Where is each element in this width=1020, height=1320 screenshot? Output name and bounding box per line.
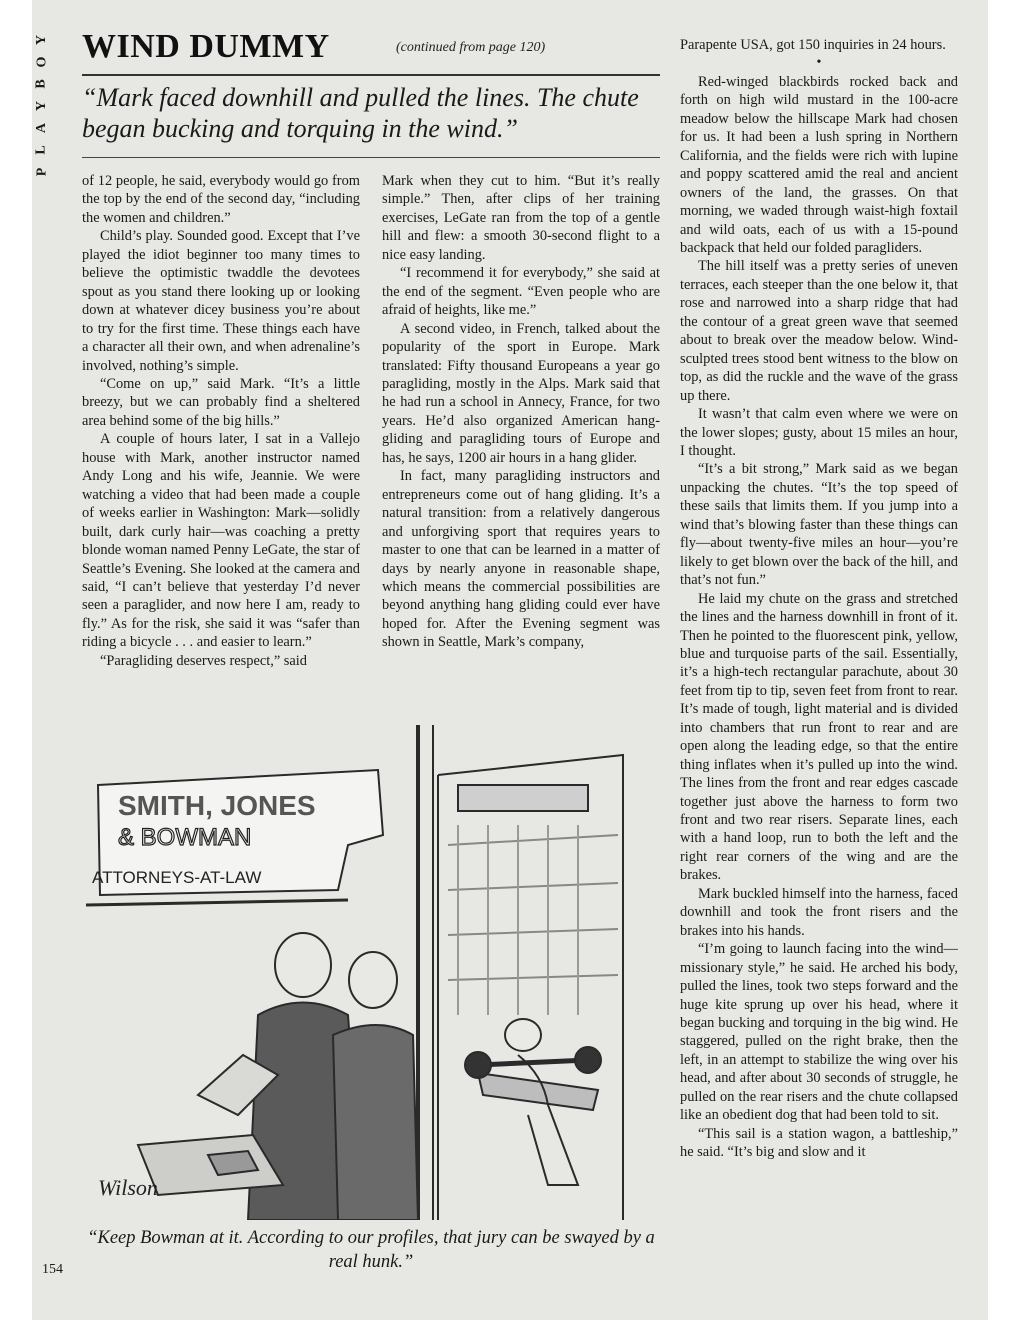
section-break: •	[816, 55, 822, 71]
paragraph: of 12 people, he said, everybody would go from the top by the end of the second day, “including the women and children.”	[82, 173, 360, 226]
page-number: 154	[42, 1262, 63, 1277]
paragraph: It wasn’t that calm even where we were on the lower slopes; gusty, about 15 miles an hour, I thought.	[680, 406, 958, 459]
paragraph: Parapente USA, got 150 inquiries in 24 hours.	[680, 37, 946, 53]
article-title: WIND DUMMY	[82, 28, 330, 65]
paragraph: “It’s a bit strong,” Mark said as we began unpacking the chutes. “It’s the top speed of these sails that limits them. If you jump into a wind that’s blowing faster than these things can fly—about twenty-five miles an hour—you’re likely to get blown over the back of the hill, and that’s not fun.”	[680, 461, 958, 589]
paragraph: A second video, in French, talked about the popularity of the sport in Europe. Mark translated: Fifty thousand Europeans a year go paragliding, mostly in the Alps. Mark said that he had run a school in Annecy, France, for two years. He’d also organized American hang-gliding and paragliding tours of Europe and has, he says, 1200 air hours in a hang glider.	[382, 320, 660, 466]
paragraph: He laid my chute on the grass and stretched the lines and the harness downhill in front of it. Then he pointed to the fluorescent pink, yellow, blue and turquoise parts of the sail. Essentially, it’s a high-tech rectangular parachute, about 30 feet from tip to tip, seven feet from front to rear. It’s made of tough, light material and is divided into chambers that run front to rear and are open along the leading edge, so that the entire thing inflates when it’s pulled up into the wind. The lines from the front and rear edges cascade together just above the harness to form two front and two rear risers. Separate lines, each with a hand loop, run to both the left and the right rear corners of the wing and are the brakes.	[680, 590, 958, 884]
pull-quote: “Mark faced downhill and pulled the lines. The chute began bucking and torquing in the wind.”	[82, 83, 639, 143]
paragraph: “Come on up,” said Mark. “It’s a little breezy, but we can probably find a sheltered area behind some of the big hills.”	[82, 375, 360, 429]
sign-attorneys: ATTORNEYS-AT-LAW	[92, 868, 262, 887]
sidebar-letter: Y	[34, 100, 49, 112]
paragraph: Red-winged blackbirds rocked back and forth on high wild mustard in the 100-acre meadow below the hillscape Mark had chosen for us. It had been a lush spring in Northern California, and the fields were rich with lupine and poppy scattered amid the real and ancient owners of the land, the grasses. On that morning, we waded through waist-high foxtail and wild oats, each of us with a 15-pound backpack that held our folded paragliders.	[680, 73, 958, 256]
cartoonist-signature: Wilson	[98, 1175, 158, 1200]
paragraph: Mark buckled himself into the harness, faced downhill and took the front risers and the brakes into his hands.	[680, 885, 958, 939]
sidebar-letter: Y	[34, 34, 49, 46]
sidebar-letter: B	[34, 79, 49, 89]
paragraph: “Paragliding deserves respect,” said	[100, 652, 307, 669]
cartoon-caption: “Keep Bowman at it. According to our profiles, that jury can be swayed by a real hunk.”	[87, 1228, 655, 1272]
text-column-1	[82, 172, 360, 712]
paragraph: In fact, many paragliding instructors and entrepreneurs come out of hang gliding. It’s a natural transition: from a relatively dangerous and unforgiving sport that requires years to master to one that can be learned in a matter of days by nearly anyone in reasonable shape, which means the commercial possibilities are beyond anything hang gliding could ever have hoped for. After the Evening segment was shown in Seattle, Mark’s company,	[382, 468, 660, 651]
sidebar-letter: O	[33, 56, 49, 68]
paragraph: Child’s play. Sounded good. Except that I’ve played the idiot beginner too many times to believe the optimistic twaddle the devotees spout as you stand there looking up or looking down at whatever dicey business you’re about to try for the first time. These things each have a character all their own, and when adrenaline’s involved, nothing’s simple.	[82, 228, 360, 374]
paragraph: A couple of hours later, I sat in a Vallejo house with Mark, another instructor named Andy Long and his wife, Jeannie. We were watching a video that had been made a couple of weeks earlier in Washington: Mark—solidly built, dark curly hair—was coaching a pretty blonde woman named Penny LeGate, the star of Seattle’s Evening. She looked at the camera and said, “I can’t believe that yesterday I’d never seen a paraglider, and now here I am, ready to fly.” As for the risk, she said it was “safer than riding a bicycle . . . and easier to learn.”	[82, 431, 360, 651]
sign-bowman: & BOWMAN	[118, 824, 252, 851]
paragraph: “I recommend it for everybody,” she said at the end of the segment. “Even people who are afraid of heights, like me.”	[382, 265, 660, 319]
paragraph: The hill itself was a pretty series of uneven terraces, each steeper than the one below it, that rose and narrowed into a sharp ridge that had the contour of a great green wave that seemed about to break over the meadow below. Wind-sculpted trees stood bent witness to the blow on top, as did the ruckle and the wave of the grass up there.	[680, 258, 958, 404]
sign-firm-names: SMITH, JONES	[118, 790, 316, 821]
sidebar-letter: A	[34, 122, 49, 134]
sidebar-letter: L	[34, 145, 49, 155]
paragraph: “I’m going to launch facing into the wind—missionary style,” he said. He arched his body, pulled the lines, took two steps forward and the huge kite sprung up over his head, where it began bucking and torquing in the big wind. He staggered, pulled on the right brake, then the left, in an attempt to stabilize the wing over his head, and after about 30 seconds of struggle, he pulled on the rear risers and the chute collapsed like an obedient dog that had been told to sit.	[680, 941, 958, 1124]
sidebar-letter: P	[34, 167, 49, 177]
continued-note: (continued from page 120)	[396, 40, 546, 55]
text-column-3	[680, 36, 958, 1276]
pull-quote-rule	[82, 157, 660, 158]
cartoon-illustration	[78, 715, 660, 1220]
magazine-sidebar	[32, 33, 52, 187]
header-rule	[82, 74, 660, 76]
text-column-2	[382, 172, 660, 712]
paragraph: “This sail is a station wagon, a battleship,” he said. “It’s big and slow and it	[680, 1125, 958, 1161]
paragraph: Mark when they cut to him. “But it’s really simple.” Then, after clips of her training exercises, LeGate ran from the top of a gentle hill and flew: a smooth 30-second flight to a nice easy landing.	[382, 173, 660, 263]
